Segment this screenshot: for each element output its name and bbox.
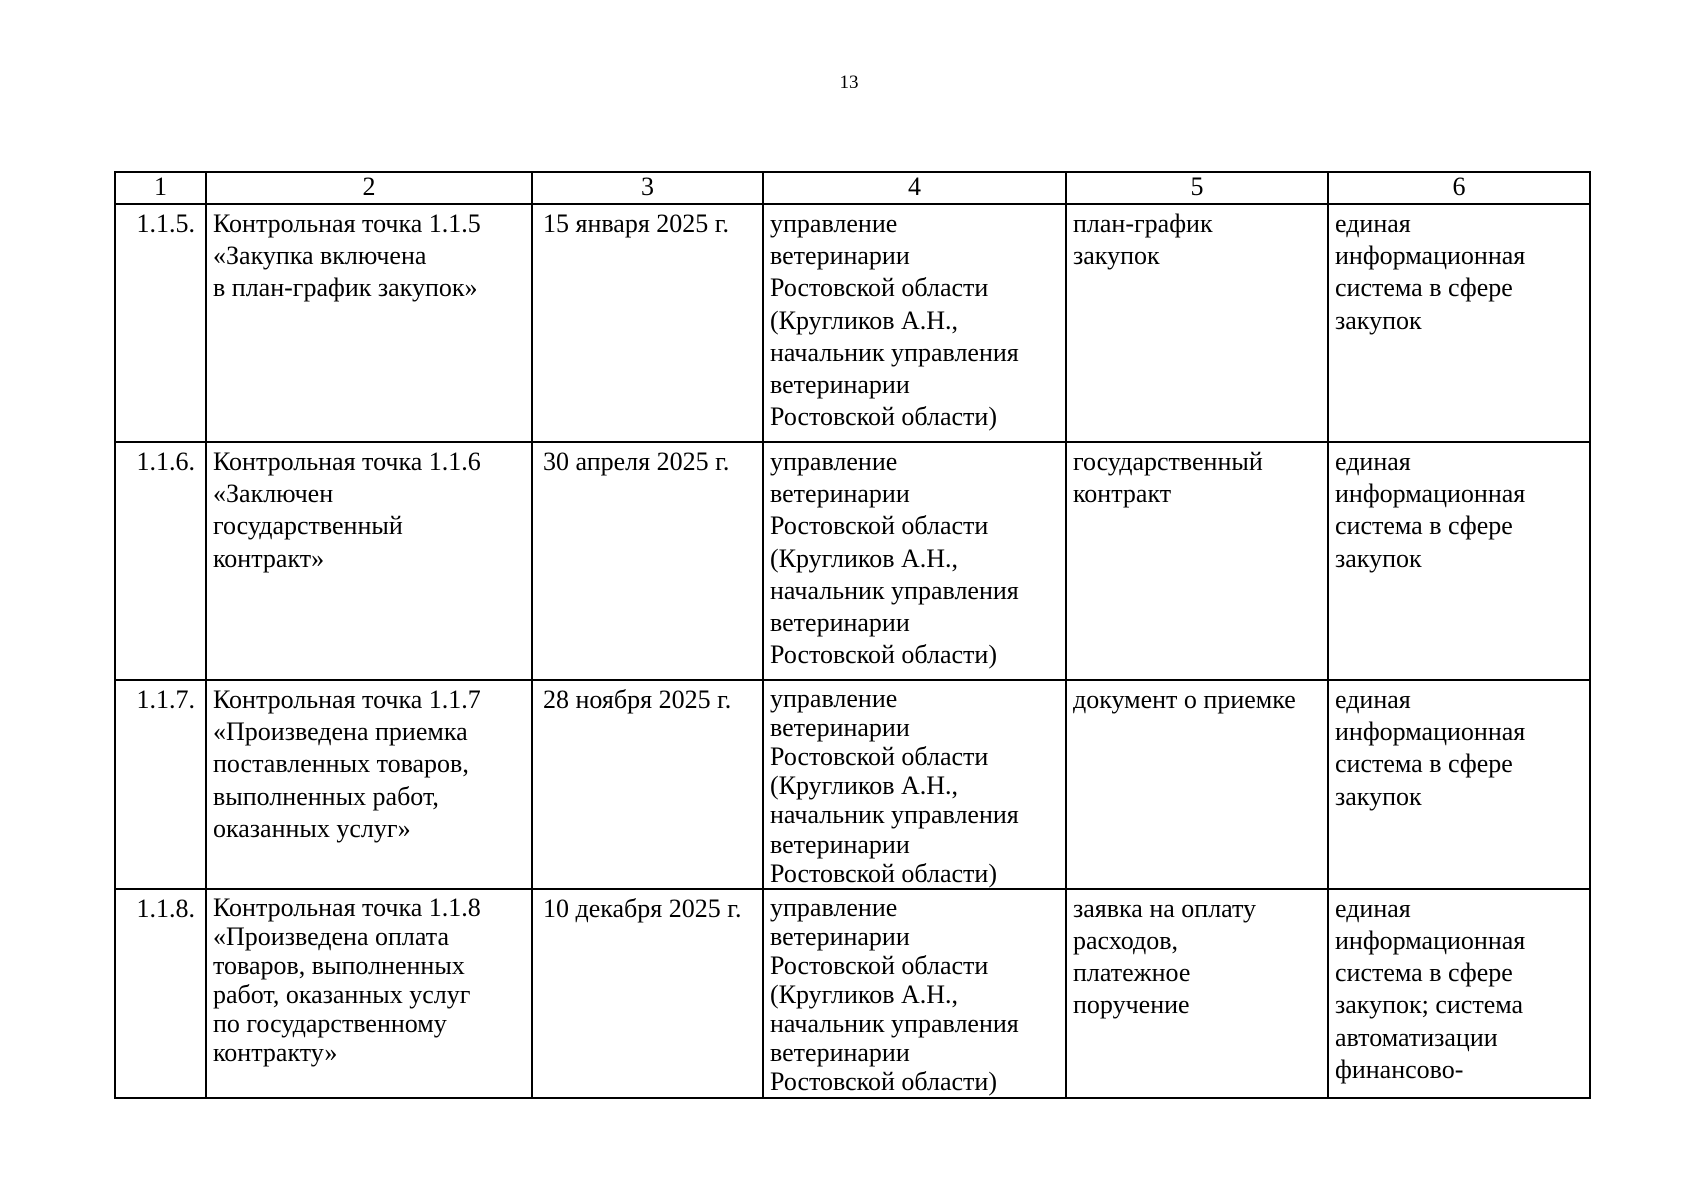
row-number: 1.1.8.	[115, 889, 206, 1098]
row-number: 1.1.7.	[115, 680, 206, 889]
table-header-row	[115, 172, 1590, 204]
column-header: 4	[763, 172, 1066, 204]
information-system: единая информационная система в сфере закупок	[1328, 680, 1590, 889]
table-row	[115, 680, 1590, 889]
responsible-party: управление ветеринарии Ростовской области (Кругликов А.Н., начальник управления ветеринарии Ростовской области)	[763, 889, 1066, 1098]
page-number: 13	[839, 72, 859, 93]
information-system: единая информационная система в сфере закупок	[1328, 442, 1590, 680]
control-point-name: Контрольная точка 1.1.5 «Закупка включена в план-график закупок»	[206, 204, 532, 442]
responsible-party: управление ветеринарии Ростовской области (Кругликов А.Н., начальник управления ветеринарии Ростовской области)	[763, 442, 1066, 680]
due-date: 15 января 2025 г.	[532, 204, 763, 442]
column-header: 3	[532, 172, 763, 204]
control-points-table	[114, 171, 1591, 1099]
control-point-name: Контрольная точка 1.1.6 «Заключен государственный контракт»	[206, 442, 532, 680]
row-number: 1.1.6.	[115, 442, 206, 680]
column-header: 6	[1328, 172, 1590, 204]
table-row	[115, 204, 1590, 442]
control-point-name: Контрольная точка 1.1.8 «Произведена оплата товаров, выполненных работ, оказанных услуг по государственному контракту»	[206, 889, 532, 1098]
information-system: единая информационная система в сфере закупок; система автоматизации финансово-	[1328, 889, 1590, 1098]
document-type: план-график закупок	[1066, 204, 1328, 442]
table-row	[115, 442, 1590, 680]
table-row	[115, 889, 1590, 1098]
column-header: 2	[206, 172, 532, 204]
responsible-party: управление ветеринарии Ростовской области (Кругликов А.Н., начальник управления ветеринарии Ростовской области)	[763, 680, 1066, 889]
document-type: государственный контракт	[1066, 442, 1328, 680]
document-type: документ о приемке	[1066, 680, 1328, 889]
information-system: единая информационная система в сфере закупок	[1328, 204, 1590, 442]
control-point-name: Контрольная точка 1.1.7 «Произведена приемка поставленных товаров, выполненных работ, оказанных услуг»	[206, 680, 532, 889]
due-date: 30 апреля 2025 г.	[532, 442, 763, 680]
row-number: 1.1.5.	[115, 204, 206, 442]
due-date: 10 декабря 2025 г.	[532, 889, 763, 1098]
column-header: 1	[115, 172, 206, 204]
document-type: заявка на оплату расходов, платежное поручение	[1066, 889, 1328, 1098]
due-date: 28 ноября 2025 г.	[532, 680, 763, 889]
responsible-party: управление ветеринарии Ростовской области (Кругликов А.Н., начальник управления ветеринарии Ростовской области)	[763, 204, 1066, 442]
column-header: 5	[1066, 172, 1328, 204]
